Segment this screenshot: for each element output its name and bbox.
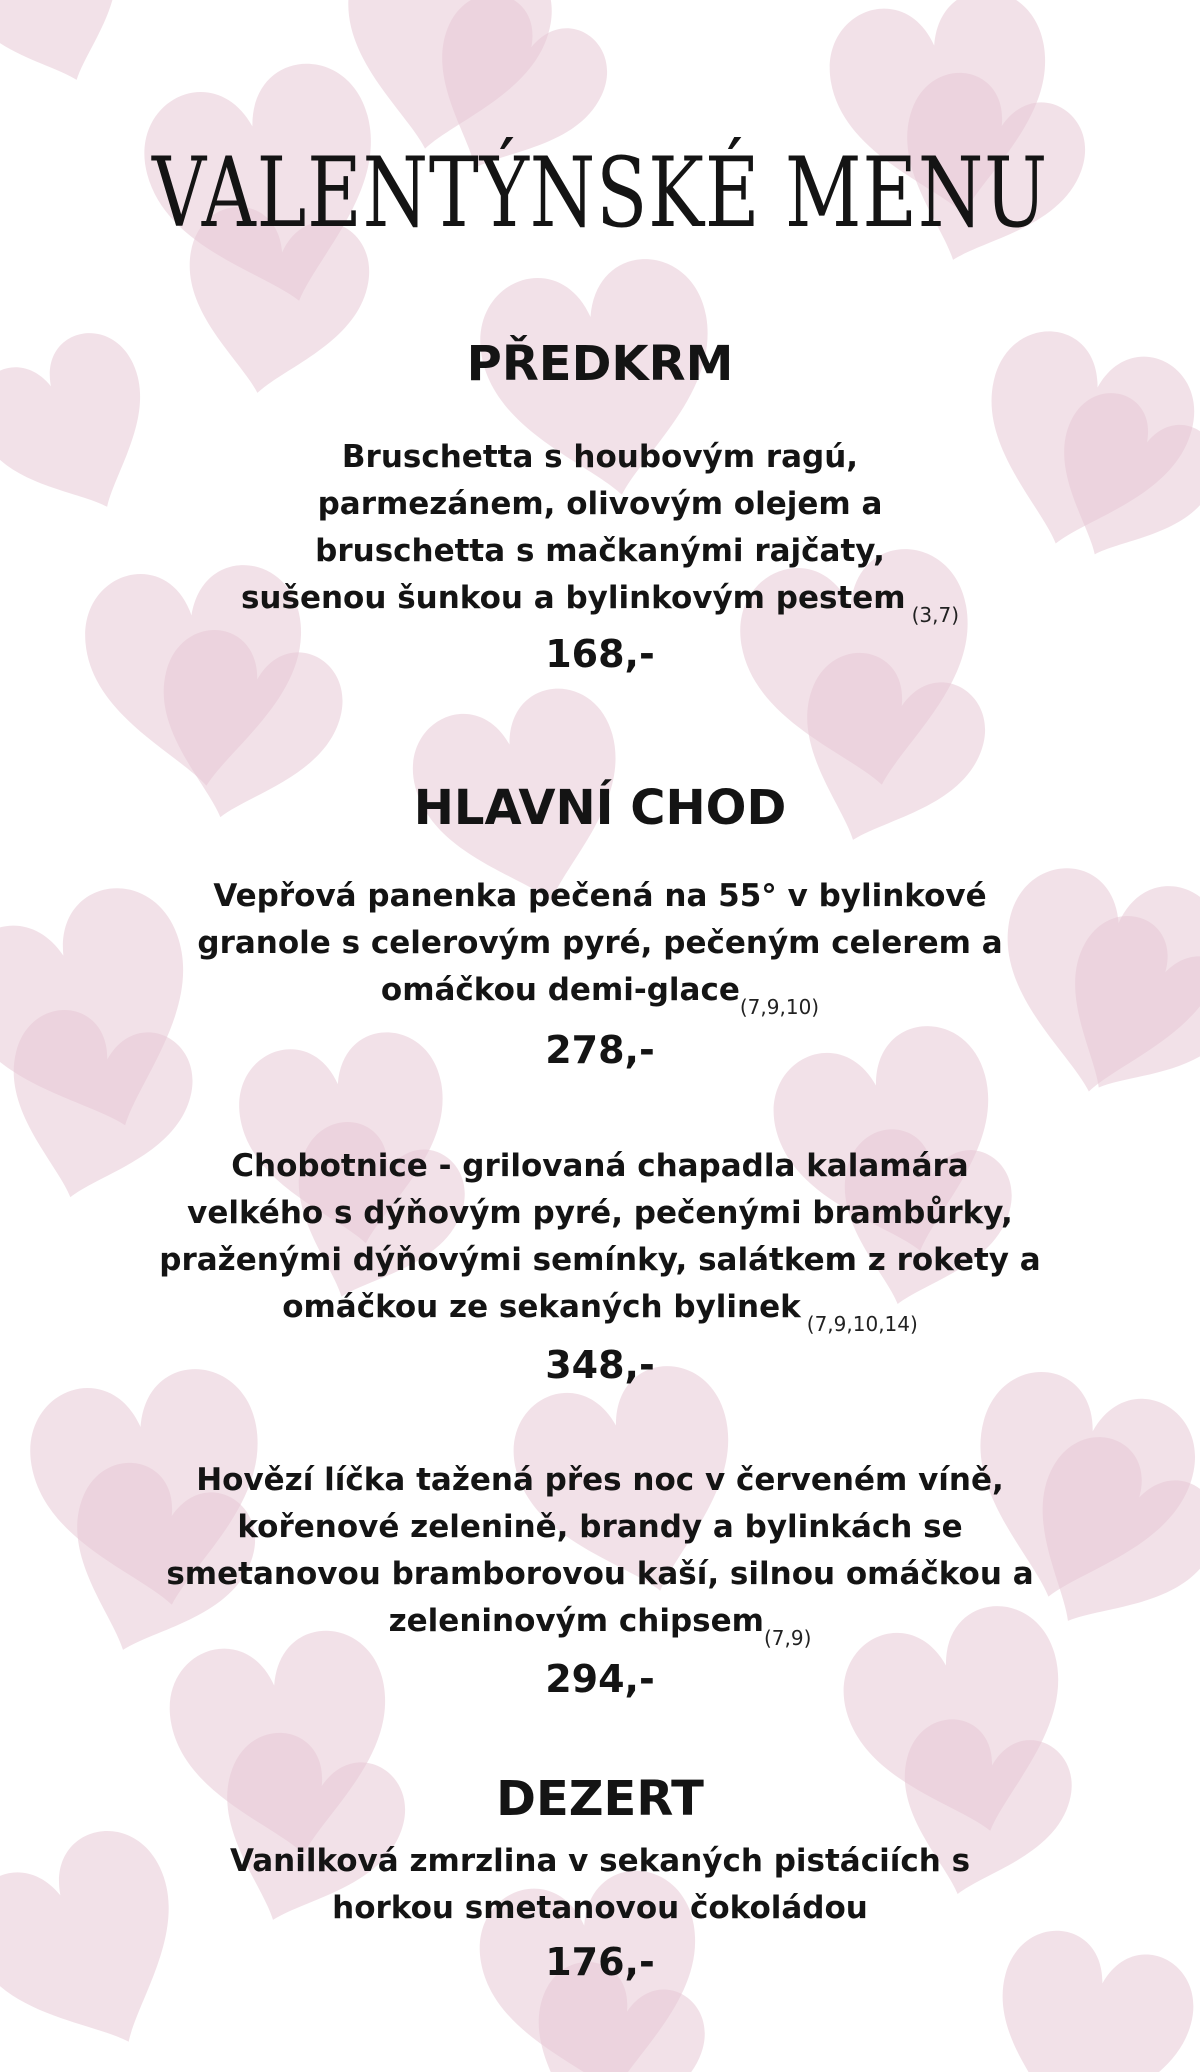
- description-line: horkou smetanovou čokoládou: [332, 1890, 868, 1926]
- description-line: parmezánem, olivovým olejem a: [317, 486, 883, 522]
- allergen-codes: (7,9,10,14): [806, 1312, 918, 1336]
- menu-item-price: 168,-: [545, 632, 655, 676]
- menu-item-price: 348,-: [545, 1343, 655, 1387]
- description-line: granole s celerovým pyré, pečeným celerem a: [197, 925, 1003, 961]
- description-line: omáčkou ze sekaných bylinek: [282, 1289, 801, 1325]
- section-heading-main: HLAVNÍ CHOD: [413, 780, 787, 836]
- description-line: praženými dýňovými semínky, salátkem z rokety a: [159, 1242, 1041, 1278]
- menu-item-price: 294,-: [545, 1657, 655, 1701]
- description-line: Vanilková zmrzlina v sekaných pistáciích s: [229, 1843, 971, 1879]
- allergen-codes: (7,9,10): [739, 995, 820, 1019]
- description-line: Chobotnice - grilovaná chapadla kalamára: [231, 1148, 969, 1184]
- menu-item-price: 176,-: [545, 1940, 655, 1984]
- description-line: velkého s dýňovým pyré, pečenými brambůrky,: [187, 1195, 1013, 1231]
- description-line: kořenové zelenině, brandy a bylinkách se: [237, 1509, 963, 1545]
- description-line: Hovězí líčka tažená přes noc v červeném víně,: [196, 1462, 1004, 1498]
- menu-item-price: 278,-: [545, 1028, 655, 1072]
- section-heading-starter: PŘEDKRM: [466, 336, 734, 392]
- menu-item-description: [0, 434, 1200, 639]
- allergen-codes: (7,9): [763, 1626, 812, 1650]
- menu-item-description: [0, 1457, 1200, 1662]
- page-title: VALENTÝNSKÉ MENU: [151, 137, 1049, 249]
- menu-item-description: [0, 1838, 1200, 1932]
- section-heading-dessert: DEZERT: [496, 1771, 704, 1827]
- menu-item-description: [0, 1143, 1200, 1348]
- description-line: bruschetta s mačkanými rajčaty,: [315, 533, 885, 569]
- description-line: omáčkou demi-glace: [380, 972, 740, 1008]
- allergen-codes: (3,7): [911, 603, 959, 627]
- description-line: Bruschetta s houbovým ragú,: [341, 439, 859, 475]
- description-line: smetanovou bramborovou kaší, silnou omáčkou a: [166, 1556, 1034, 1592]
- description-line: zeleninovým chipsem: [388, 1603, 764, 1639]
- description-line: Vepřová panenka pečená na 55° v bylinkové: [213, 878, 987, 914]
- menu-item-description: [0, 873, 1200, 1031]
- description-line: sušenou šunkou a bylinkovým pestem: [240, 580, 906, 616]
